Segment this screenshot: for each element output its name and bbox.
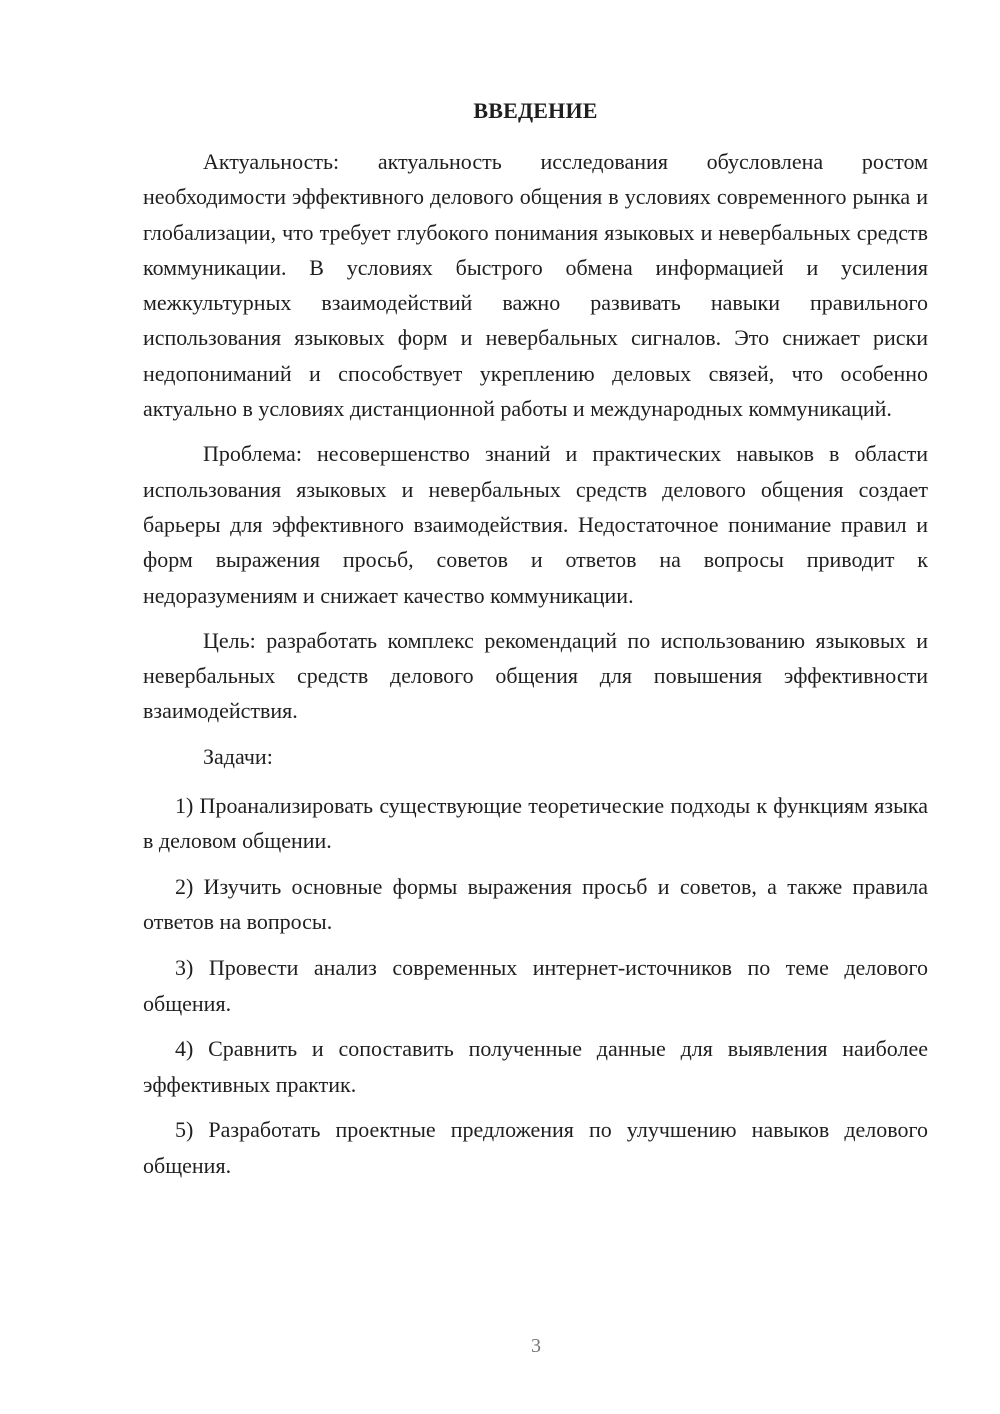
tasks-heading: Задачи: <box>203 743 273 769</box>
page-content <box>143 96 928 1194</box>
task-item: 2) Изучить основные формы выражения просьб и советов, а также правила ответов на вопросы. <box>143 874 928 935</box>
section-title: ВВЕДЕНИЕ <box>473 98 598 123</box>
problem-paragraph: Проблема: несовершенство знаний и практических навыков в области использования языковых и невербальных средств делового общения создает барьеры для эффективного взаимодействия. Недостаточное понимание правил и форм выражения просьб, советов и ответов на вопросы приводит к недоразумениям и снижает качество коммуникации. <box>143 441 928 608</box>
relevance-paragraph: Актуальность: актуальность исследования обусловлена ростом необходимости эффективного делового общения в условиях современного рынка и глобализации, что требует глубокого понимания языковых и невербальных средств коммуникации. В условиях быстрого обмена информацией и усиления межкультурных взаимодействий важно развивать навыки правильного использования языковых форм и невербальных сигналов. Это снижает риски недопониманий и способствует укреплению деловых связей, что особенно актуально в условиях дистанционной работы и международных коммуникаций. <box>143 149 928 422</box>
task-item: 1) Проанализировать существующие теоретические подходы к функциям языка в деловом общении. <box>143 793 928 854</box>
task-item: 5) Разработать проектные предложения по улучшению навыков делового общения. <box>143 1117 928 1178</box>
task-item: 3) Провести анализ современных интернет-источников по теме делового общения. <box>143 955 928 1016</box>
goal-paragraph: Цель: разработать комплекс рекомендаций по использованию языковых и невербальных средств делового общения для повышения эффективности взаимодействия. <box>143 627 928 724</box>
page-number: 3 <box>531 1335 541 1357</box>
task-item: 4) Сравнить и сопоставить полученные данные для выявления наиболее эффективных практик. <box>143 1036 928 1097</box>
